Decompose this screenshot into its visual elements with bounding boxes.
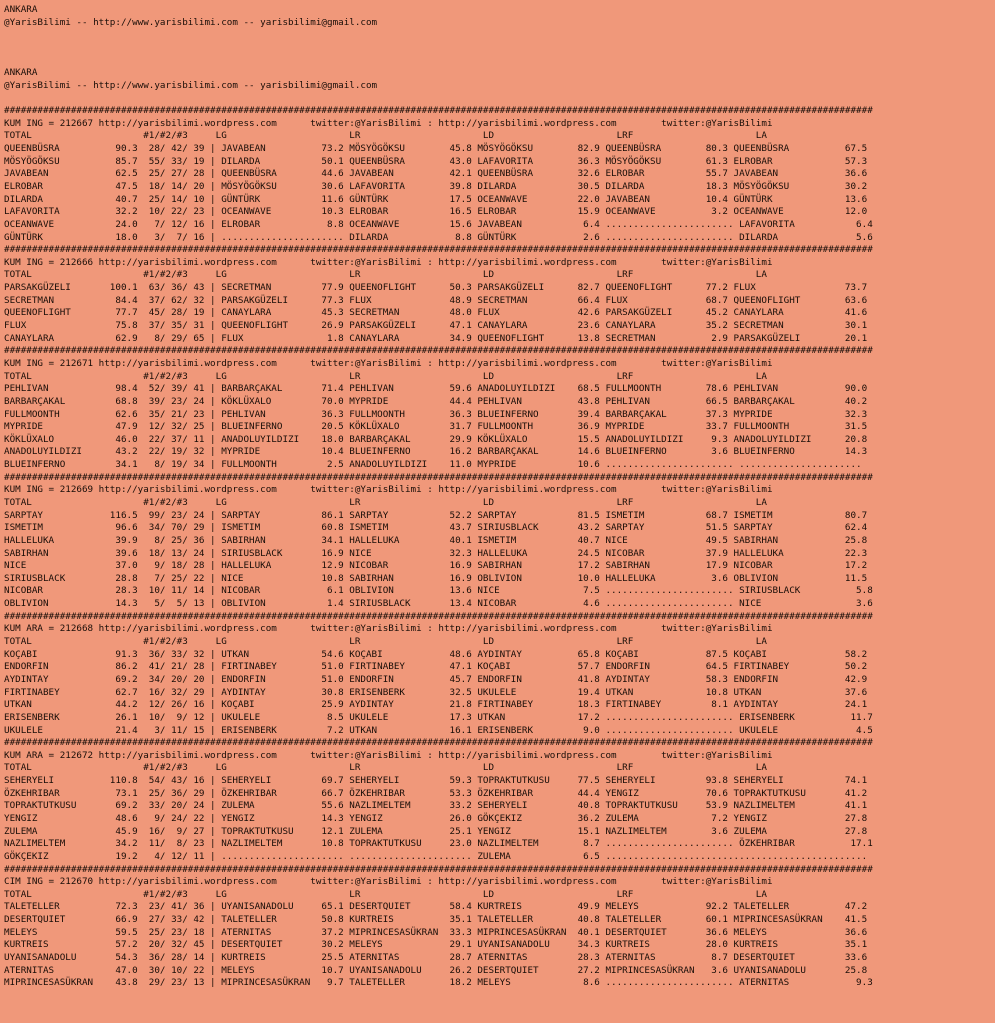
report-line: TOTAL #1/#2/#3 LG LR LD LRF LA <box>4 130 767 142</box>
report-line: TOTAL #1/#2/#3 LG LR LD LRF LA <box>4 762 767 774</box>
report-line: TOTAL #1/#2/#3 LG LR LD LRF LA <box>4 888 767 900</box>
report-line: SECRETMAN 84.4 37/ 62/ 32 | PARSAKGÜZELI 77.3 FLUX 48.9 SECRETMAN 66.4 FLUX 68.7 QUEENOFLIGHT 63.6 <box>4 294 868 306</box>
report-line: ENDORFIN 86.2 41/ 21/ 28 | FIRTINABEY 51.0 FIRTINABEY 47.1 KOÇABI 57.7 ENDORFIN 64.5 FIRTINABEY 50.2 <box>4 661 868 673</box>
report-line: UKULELE 21.4 3/ 11/ 15 | ERISENBERK 7.2 UTKAN 16.1 ERISENBERK 9.0 ....................... UKULELE 4.5 <box>4 724 873 736</box>
report-line: ANKARA <box>4 67 38 79</box>
report-line: QUEENOFLIGHT 77.7 45/ 28/ 19 | CANAYLARA 45.3 SECRETMAN 48.0 FLUX 42.6 PARSAKGÜZELI 45.2 CANAYLARA 41.6 <box>4 307 868 319</box>
report-line <box>4 55 995 68</box>
report-line: YENGIZ 48.6 9/ 24/ 22 | YENGIZ 14.3 YENGIZ 26.0 GÖKÇEKIZ 36.2 ZULEMA 7.2 YENGIZ 27.8 <box>4 813 868 824</box>
report-line: FLUX 75.8 37/ 35/ 31 | QUEENOFLIGHT 26.9 PARSAKGÜZELI 47.1 CANAYLARA 23.6 CANAYLARA 35.2 SECRETMAN 30.1 <box>4 320 868 332</box>
report-line: QUEENBÜSRA 90.3 28/ 42/ 39 | JAVABEAN 73.2 MÖSYÖGÖKSU 45.8 MÖSYÖGÖKSU 82.9 QUEENBÜSRA 80.3 QUEENBÜSRA 67.5 <box>4 143 868 155</box>
report-line <box>4 29 995 42</box>
report-line: ZULEMA 45.9 16/ 9/ 27 | TOPRAKTUTKUSU 12.1 ZULEMA 25.1 YENGIZ 15.1 NAZLIMELTEM 3.6 ZULEMA 27.8 <box>4 825 868 837</box>
separator-line: ############################################################################################################################################################ <box>4 345 873 357</box>
report-line: KUM ARA = 212672 http://yarisbilimi.wordpress.com twitter:@YarisBilimi : http://yarisbilimi.wordpress.com twitter:@YarisBilimi <box>4 749 773 761</box>
report-line: KUM ING = 212667 http://yarisbilimi.wordpress.com twitter:@YarisBilimi : http://yarisbilimi.wordpress.com twitter:@YarisBilimi <box>4 117 773 129</box>
report-line: MELEYS 59.5 25/ 23/ 18 | ATERNITAS 37.2 MIPRINCESASÜKRAN 33.3 MIPRINCESASÜKRAN 40.1 DESERTQUIET 36.6 MELEYS 36.6 <box>4 926 868 938</box>
separator-line: ############################################################################################################################################################ <box>4 863 873 875</box>
report-line: DILARDA 40.7 25/ 14/ 10 | GÜNTÜRK 11.6 GÜNTÜRK 17.5 OCEANWAVE 22.0 JAVABEAN 10.4 GÜNTÜRK 13.6 <box>4 193 868 205</box>
report-line: BARBARÇAKAL 68.8 39/ 23/ 24 | KÖKLÜXALO 70.0 MYPRIDE 44.4 PEHLIVAN 43.8 PEHLIVAN 66.5 BARBARÇAKAL 40.2 <box>4 395 868 407</box>
report-line: SARPTAY 116.5 99/ 23/ 24 | SARPTAY 86.1 SARPTAY 52.2 SARPTAY 81.5 ISMETIM 68.7 ISMETIM 80.7 <box>4 509 868 521</box>
report-line: ANADOLUYILDIZI 43.2 22/ 19/ 32 | MYPRIDE 10.4 BLUEINFERNO 16.2 BARBARÇAKAL 14.6 BLUEINFERNO 3.6 BLUEINFERNO 14.3 <box>4 446 868 458</box>
report-line: AYDINTAY 69.2 34/ 20/ 20 | ENDORFIN 51.0 ENDORFIN 45.7 ENDORFIN 41.8 AYDINTAY 58.3 ENDORFIN 42.9 <box>4 673 868 685</box>
report-line: JAVABEAN 62.5 25/ 27/ 28 | QUEENBÜSRA 44.6 JAVABEAN 42.1 QUEENBÜSRA 32.6 ELROBAR 55.7 JAVABEAN 36.6 <box>4 168 868 180</box>
report-line: BLUEINFERNO 34.1 8/ 19/ 34 | FULLMOONTH 2.5 ANADOLUYILDIZI 11.0 MYPRIDE 10.6 ....................... ...................... <box>4 459 862 471</box>
report-line: TOPRAKTUTKUSU 69.2 33/ 20/ 24 | ZULEMA 55.6 NAZLIMELTEM 33.2 SEHERYELI 40.8 TOPRAKTUTKUSU 53.9 NAZLIMELTEM 41.1 <box>4 800 868 812</box>
report-line: KOÇABI 91.3 36/ 33/ 32 | UTKAN 54.6 KOÇABI 48.6 AYDINTAY 65.8 KOÇABI 87.5 KOÇABI 58.2 <box>4 648 868 660</box>
separator-line: ############################################################################################################################################################ <box>4 610 873 622</box>
report-line: KURTREIS 57.2 20/ 32/ 45 | DESERTQUIET 30.2 MELEYS 29.1 UYANISANADOLU 34.3 KURTREIS 28.0 KURTREIS 35.1 <box>4 939 868 951</box>
report-line: ISMETIM 96.6 34/ 70/ 29 | ISMETIM 60.8 ISMETIM 43.7 SIRIUSBLACK 43.2 SARPTAY 51.5 SARPTAY 62.4 <box>4 522 868 534</box>
report-line: OBLIVION 14.3 5/ 5/ 13 | OBLIVION 1.4 SIRIUSBLACK 13.4 NICOBAR 4.6 ....................... NICE 3.6 <box>4 598 873 610</box>
report-line: KÖKLÜXALO 46.0 22/ 37/ 11 | ANADOLUYILDIZI 18.0 BARBARÇAKAL 29.9 KÖKLÜXALO 15.5 ANADOLUYILDIZI 9.3 ANADOLUYILDIZI 20.8 <box>4 433 868 445</box>
report-line: MIPRINCESASÜKRAN 43.8 29/ 23/ 13 | MIPRINCESASÜKRAN 9.7 TALETELLER 18.2 MELEYS 8.6 ....................... ATERNITAS 9.3 <box>4 977 873 989</box>
report-line: SIRIUSBLACK 28.8 7/ 25/ 22 | NICE 10.8 SABIRHAN 16.9 OBLIVION 10.0 HALLELUKA 3.6 OBLIVION 11.5 <box>4 572 868 584</box>
report-line: TALETELLER 72.3 23/ 41/ 36 | UYANISANADOLU 65.1 DESERTQUIET 58.4 KURTREIS 49.9 MELEYS 92.2 TALETELLER 47.2 <box>4 901 868 913</box>
report-line: DESERTQUIET 66.9 27/ 33/ 42 | TALETELLER 50.8 KURTREIS 35.1 TALETELLER 40.8 TALETELLER 60.1 MIPRINCESASÜKRAN 41.5 <box>4 914 868 926</box>
report-line: ÖZKEHRIBAR 73.1 25/ 36/ 29 | ÖZKEHRIBAR 66.7 ÖZKEHRIBAR 53.3 ÖZKEHRIBAR 44.4 YENGIZ 70.6 TOPRAKTUTKUSU 41.2 <box>4 787 868 799</box>
report-line: GÜNTÜRK 18.0 3/ 7/ 16 | ...................... DILARDA 8.8 GÜNTÜRK 2.6 ....................... DILARDA 5.6 <box>4 231 873 243</box>
separator-line: ############################################################################################################################################################ <box>4 471 873 483</box>
report-line: TOTAL #1/#2/#3 LG LR LD LRF LA <box>4 496 767 508</box>
report-line: KUM ING = 212669 http://yarisbilimi.wordpress.com twitter:@YarisBilimi : http://yarisbilimi.wordpress.com twitter:@YarisBilimi <box>4 484 773 496</box>
report-line: SABIRHAN 39.6 18/ 13/ 24 | SIRIUSBLACK 16.9 NICE 32.3 HALLELUKA 24.5 NICOBAR 37.9 HALLELUKA 22.3 <box>4 547 868 559</box>
report-line: MYPRIDE 47.9 12/ 32/ 25 | BLUEINFERNO 20.5 KÖKLÜXALO 31.7 FULLMOONTH 36.9 MYPRIDE 33.7 FULLMOONTH 31.5 <box>4 421 868 433</box>
report-line: TOTAL #1/#2/#3 LG LR LD LRF LA <box>4 269 767 281</box>
report-line: CANAYLARA 62.9 8/ 29/ 65 | FLUX 1.8 CANAYLARA 34.9 QUEENOFLIGHT 13.8 SECRETMAN 2.9 PARSAKGÜZELI 20.1 <box>4 332 868 344</box>
report-line <box>4 92 995 105</box>
report-line: ELROBAR 47.5 18/ 14/ 20 | MÖSYÖGÖKSU 30.6 LAFAVORITA 39.8 DILARDA 30.5 DILARDA 18.3 MÖSYÖGÖKSU 30.2 <box>4 180 868 192</box>
report-line: UTKAN 44.2 12/ 26/ 16 | KOÇABI 25.9 AYDINTAY 21.8 FIRTINABEY 18.3 FIRTINABEY 8.1 AYDINTAY 24.1 <box>4 699 868 711</box>
report-line: @YarisBilimi -- http://www.yarisbilimi.com -- yarisbilimi@gmail.com <box>4 16 378 28</box>
report-line: ANKARA <box>4 4 38 15</box>
report-line: @YarisBilimi -- http://www.yarisbilimi.com -- yarisbilimi@gmail.com <box>4 79 378 91</box>
report-line: GÖKÇEKIZ 19.2 4/ 12/ 11 | ...................... ...................... ZULEMA 6.5 ............................................... <box>4 850 868 862</box>
report-line: ATERNITAS 47.0 30/ 10/ 22 | MELEYS 10.7 UYANISANADOLU 26.2 DESERTQUIET 27.2 MIPRINCESASÜKRAN 3.6 UYANISANADOLU 25.8 <box>4 964 868 976</box>
report-line: MÖSYÖGÖKSU 85.7 55/ 33/ 19 | DILARDA 50.1 QUEENBÜSRA 43.0 LAFAVORITA 36.3 MÖSYÖGÖKSU 61.3 ELROBAR 57.3 <box>4 155 868 167</box>
separator-line: ############################################################################################################################################################ <box>4 244 873 256</box>
report-line: SEHERYELI 110.8 54/ 43/ 16 | SEHERYELI 69.7 SEHERYELI 59.3 TOPRAKTUTKUSU 77.5 SEHERYELI 93.8 SEHERYELI 74.1 <box>4 775 868 787</box>
report-line: OCEANWAVE 24.0 7/ 12/ 16 | ELROBAR 8.8 OCEANWAVE 15.6 JAVABEAN 6.4 ....................... LAFAVORITA 6.4 <box>4 218 873 230</box>
report-line <box>4 42 995 55</box>
report-line: HALLELUKA 39.9 8/ 25/ 36 | SABIRHAN 34.1 HALLELUKA 40.1 ISMETIM 40.7 NICE 49.5 SABIRHAN 25.8 <box>4 534 868 546</box>
report-line: KUM ING = 212666 http://yarisbilimi.wordpress.com twitter:@YarisBilimi : http://yarisbilimi.wordpress.com twitter:@YarisBilimi <box>4 256 773 268</box>
report-line: FIRTINABEY 62.7 16/ 32/ 29 | AYDINTAY 30.8 ERISENBERK 32.5 UKULELE 19.4 UTKAN 10.8 UTKAN 37.6 <box>4 686 868 698</box>
report-line: KUM ARA = 212668 http://yarisbilimi.wordpress.com twitter:@YarisBilimi : http://yarisbilimi.wordpress.com twitter:@YarisBilimi <box>4 623 773 635</box>
report-line: UYANISANADOLU 54.3 36/ 28/ 14 | KURTREIS 25.5 ATERNITAS 28.7 ATERNITAS 28.3 ATERNITAS 8.7 DESERTQUIET 33.6 <box>4 952 868 964</box>
report-line: NICOBAR 28.3 10/ 11/ 14 | NICOBAR 6.1 OBLIVION 13.6 NICE 7.5 ....................... SIRIUSBLACK 5.8 <box>4 585 873 597</box>
report-line: ERISENBERK 26.1 10/ 9/ 12 | UKULELE 8.5 UKULELE 17.3 UTKAN 17.2 ....................... ERISENBERK 11.7 <box>4 711 873 723</box>
report-line: TOTAL #1/#2/#3 LG LR LD LRF LA <box>4 636 767 648</box>
report-line: FULLMOONTH 62.6 35/ 21/ 23 | PEHLIVAN 36.3 FULLMOONTH 36.3 BLUEINFERNO 39.4 BARBARÇAKAL 37.3 MYPRIDE 32.3 <box>4 408 868 420</box>
report-line: PEHLIVAN 98.4 52/ 39/ 41 | BARBARÇAKAL 71.4 PEHLIVAN 59.6 ANADOLUYILDIZI 68.5 FULLMOONTH 78.6 PEHLIVAN 90.0 <box>4 383 868 395</box>
report-line: TOTAL #1/#2/#3 LG LR LD LRF LA <box>4 370 767 382</box>
report-line: NICE 37.0 9/ 18/ 28 | HALLELUKA 12.9 NICOBAR 16.9 SABIRHAN 17.2 SABIRHAN 17.9 NICOBAR 17.2 <box>4 560 868 572</box>
separator-line: ############################################################################################################################################################ <box>4 737 873 749</box>
report-line: PARSAKGÜZELI 100.1 63/ 36/ 43 | SECRETMAN 77.9 QUEENOFLIGHT 50.3 PARSAKGÜZELI 82.7 QUEENOFLIGHT 77.2 FLUX 73.7 <box>4 282 868 294</box>
report-line: LAFAVORITA 32.2 10/ 22/ 23 | OCEANWAVE 10.3 ELROBAR 16.5 ELROBAR 15.9 OCEANWAVE 3.2 OCEANWAVE 12.0 <box>4 206 868 218</box>
report-line: CIM ING = 212670 http://yarisbilimi.wordpress.com twitter:@YarisBilimi : http://yarisbilimi.wordpress.com twitter:@YarisBilimi <box>4 876 773 888</box>
report-line: NAZLIMELTEM 34.2 11/ 8/ 23 | NAZLIMELTEM 10.8 TOPRAKTUTKUSU 23.0 NAZLIMELTEM 8.7 ....................... ÖZKEHRIBAR 17.1 <box>4 838 873 850</box>
separator-line: ############################################################################################################################################################ <box>4 105 873 117</box>
report-line: KUM ING = 212671 http://yarisbilimi.wordpress.com twitter:@YarisBilimi : http://yarisbilimi.wordpress.com twitter:@YarisBilimi <box>4 357 773 369</box>
